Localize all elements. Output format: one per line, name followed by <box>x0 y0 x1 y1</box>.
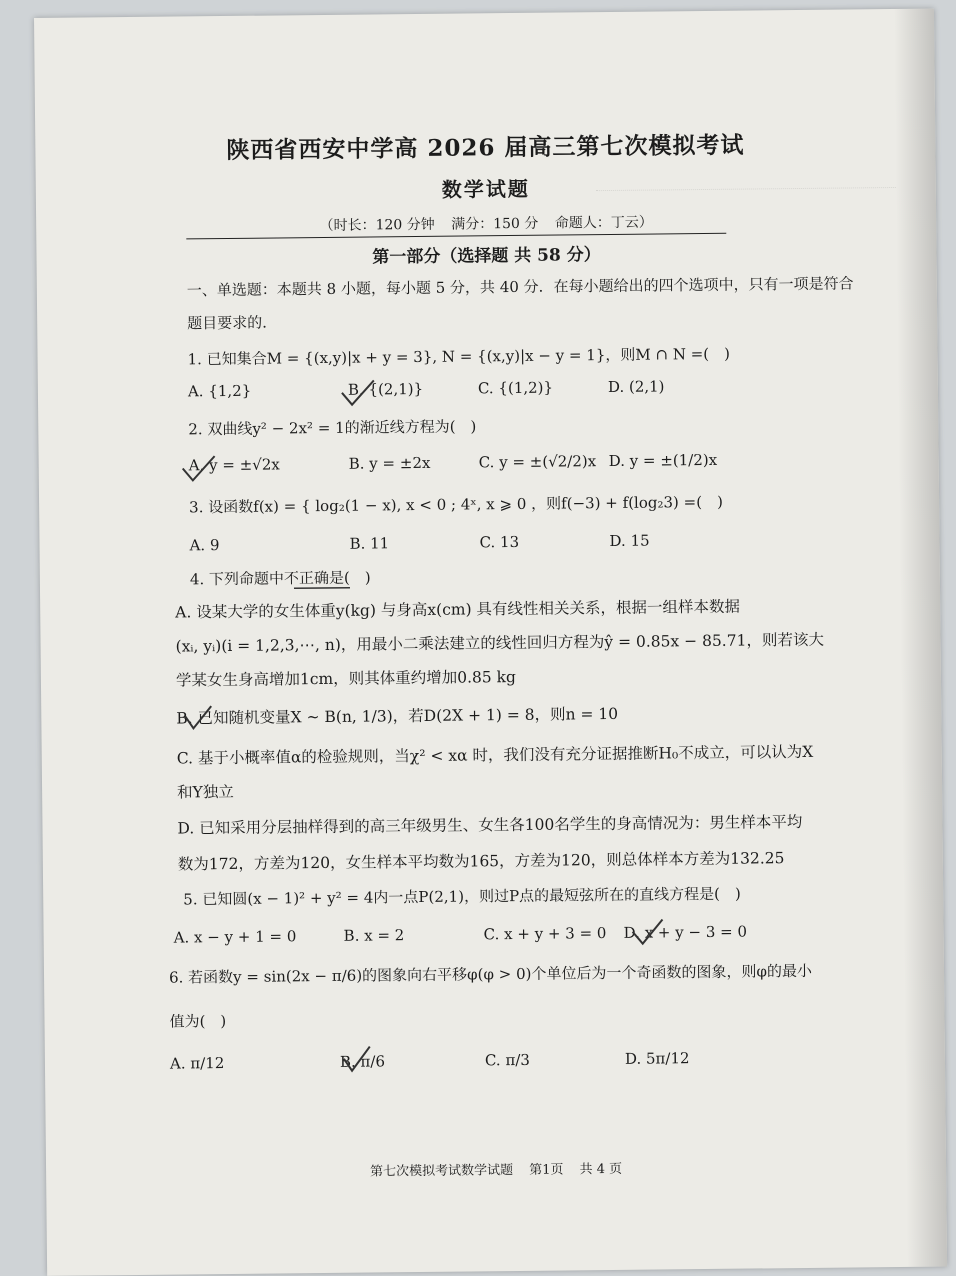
question-4-line: B. 已知随机变量X ~ B(n, 1/3)，若D(2X + 1) = 8，则n = 10 <box>176 704 619 728</box>
question-2-option-c: C. y = ±(√2/2)x <box>478 452 597 472</box>
footer-title: 第七次模拟考试数学试题 <box>369 1163 514 1180</box>
exam-author: 命题人：丁云） <box>554 214 653 232</box>
question-5-stem: 5. 已知圆(x − 1)² + y² = 4内一点P(2,1)，则过P点的最短弦所在的直线方程是( ) <box>183 884 741 909</box>
question-3-option-a: A. 9 <box>189 536 220 555</box>
question-6-option-b: B. π/6 <box>339 1052 386 1071</box>
question-2-option-b: B. y = ±2x <box>348 453 431 473</box>
question-3-stem: 3. 设函数f(x) = { log₂(1 − x), x < 0 ; 4ˣ, x ⩾ 0 ，则f(−3) + f(log₂3) =( ) <box>189 492 723 517</box>
question-4-line: C. 基于小概率值α的检验规则，当χ² < xα 时，我们没有充分证据推断H₀不成立，可以认为X <box>176 742 814 768</box>
question-4-line: (xᵢ, yᵢ)(i = 1,2,3,⋯, n)，用最小二乘法建立的线性回归方程为ŷ = 0.85x − 85.71，则若该大 <box>175 630 825 656</box>
exam-duration: （时长：120 分钟 <box>319 216 435 235</box>
check-mark-icon <box>628 917 664 947</box>
part-heading: 第一部分（选择题 共 58 分） <box>372 245 601 268</box>
question-3-option-c: C. 13 <box>479 532 520 552</box>
question-1-option-a: A. {1,2} <box>187 381 252 401</box>
question-4-line: A. 设某大学的女生体重y(kg) 与身高x(cm) 具有线性相关关系，根据一组样本数据 <box>175 597 741 622</box>
question-5-option-d: D. x + y − 3 = 0 <box>623 922 748 942</box>
question-2-stem: 2. 双曲线y² − 2x² = 1的渐近线方程为( ) <box>188 417 477 439</box>
check-mark-icon <box>179 454 219 484</box>
question-6-stem: 6. 若函数y = sin(2x − π/6)的图象向右平移φ(φ > 0)个单位后为一个奇函数的图象，则φ的最小 <box>168 961 813 987</box>
question-6-option-d: D. 5π/12 <box>624 1049 690 1068</box>
question-6-option-c: C. π/3 <box>484 1050 530 1070</box>
question-1-option-d: D. (2,1) <box>607 377 665 397</box>
question-4-line: 学某女生身高增加1cm，则其体重约增加0.85 kg <box>175 667 517 690</box>
question-4-line: 数为172，方差为120，女生样本平均数为165，方差为120，则总体样本方差为132.25 <box>177 849 785 874</box>
question-1-option-b: B. {(2,1)} <box>347 379 424 399</box>
question-4-stem: 4. 下列命题中不正确是( ) <box>189 568 371 589</box>
question-5-option-a: A. x − y + 1 = 0 <box>173 927 297 947</box>
question-4-line: 和Y独立 <box>177 782 234 802</box>
question-5-option-b: B. x = 2 <box>343 926 405 945</box>
question-2-option-a: A. y = ±√2x <box>188 455 280 475</box>
exam-meta <box>36 209 936 238</box>
question-2-option-d: D. y = ±(1/2)x <box>608 450 718 471</box>
question-3-option-d: D. 15 <box>609 531 650 551</box>
question-1-stem: 1. 已知集合M = {(x,y)|x + y = 3}, N = {(x,y)|x − y = 1}，则M ∩ N =( ) <box>187 344 731 369</box>
question-3-option-b: B. 11 <box>349 534 390 553</box>
check-mark-icon <box>181 704 215 732</box>
footer-page: 第1页 <box>529 1162 564 1178</box>
question-1-option-c: C. {(1,2)} <box>477 378 554 398</box>
footer-total: 共 4 页 <box>579 1161 623 1178</box>
exam-subtitle: 数学试题 <box>441 176 530 202</box>
question-5-option-c: C. x + y + 3 = 0 <box>483 924 607 944</box>
underline-mark <box>292 585 352 592</box>
question-6-stem-cont: 值为( ) <box>169 1012 227 1031</box>
exam-page <box>34 9 947 1276</box>
question-4-line: D. 已知采用分层抽样得到的高三年级男生、女生各100名学生的身高情况为：男生样本平均 <box>177 812 803 838</box>
exam-score: 满分：150 分 <box>451 215 539 233</box>
exam-title: 陕西省西安中学高 2026 届高三第七次模拟考试 <box>226 131 745 164</box>
check-mark-icon <box>340 1044 374 1074</box>
check-mark-icon <box>338 378 378 408</box>
question-6-option-a: A. π/12 <box>169 1054 225 1073</box>
section-heading: 一、单选题：本题共 8 小题，每小题 5 分，共 40 分．在每小题给出的四个选项中，只有一项是符合题目要求的． <box>186 274 854 333</box>
page-footer <box>46 1155 946 1183</box>
